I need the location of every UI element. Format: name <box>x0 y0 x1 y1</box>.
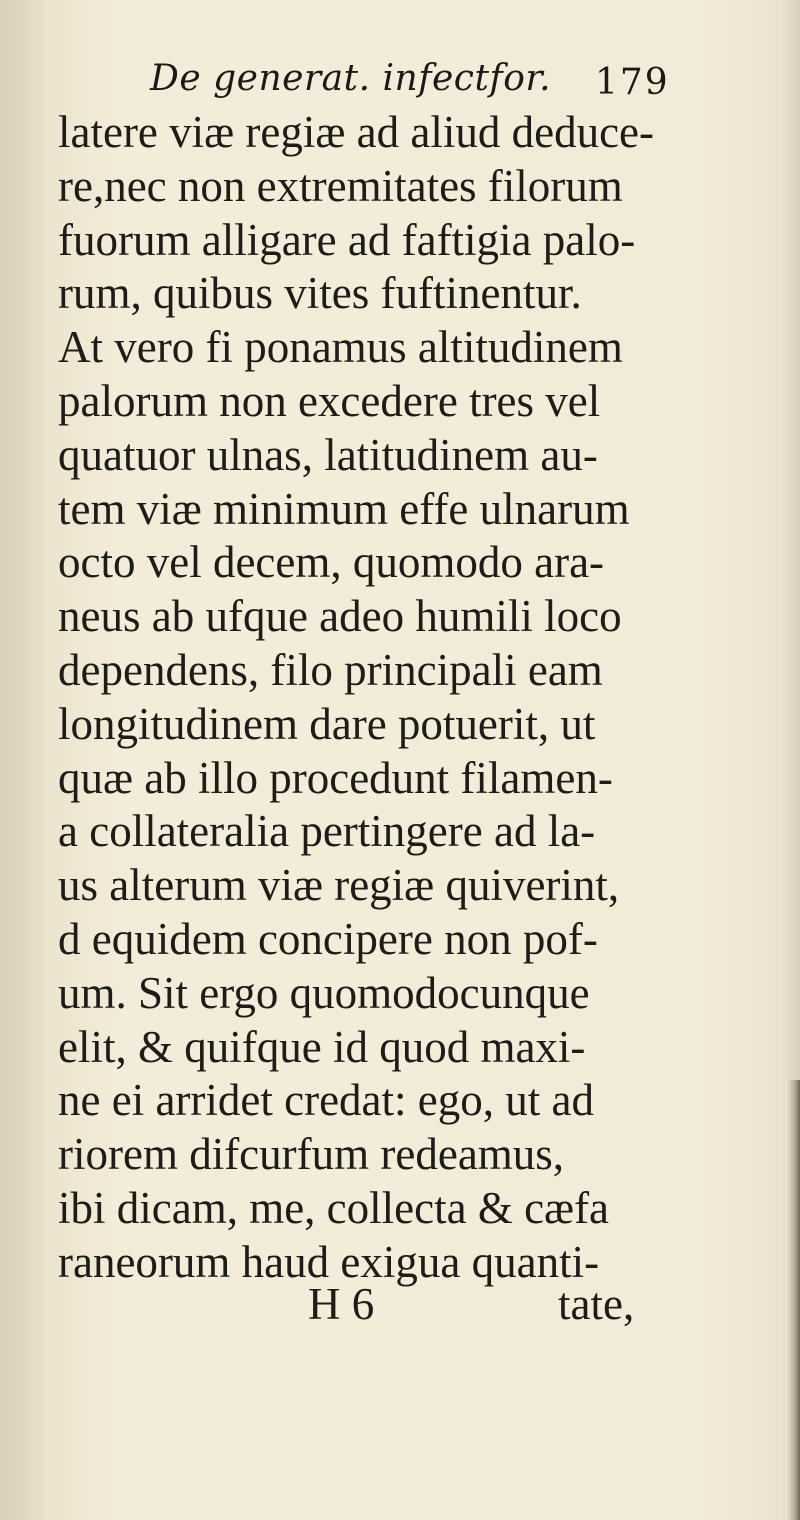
text-line: quæ ab illo procedunt filamen- <box>58 752 613 803</box>
text-line: riorem difcurfum redeamus, <box>58 1129 565 1180</box>
body-text <box>58 106 708 1290</box>
text-line: us alterum viæ regiæ quiverint, <box>58 860 620 911</box>
catchword: tate, <box>558 1279 635 1329</box>
text-line: um. Sit ergo quomodocunque <box>58 967 590 1018</box>
text-line: fuorum alligare ad faftigia palo- <box>58 214 636 265</box>
text-line: raneorum haud exigua quanti- <box>58 1236 600 1287</box>
text-line: dependens, filo principali eam <box>58 644 603 695</box>
text-line: elit, & quifque id quod maxi- <box>58 1021 586 1072</box>
text-line: ne ei arridet credat: ego, ut ad <box>58 1075 594 1126</box>
text-line: longitudinem dare potuerit, ut <box>58 698 596 749</box>
text-line: a collateralia pertingere ad la- <box>58 806 596 857</box>
running-head-title: De generat. infectfor. <box>150 58 552 99</box>
text-line: octo vel decem, quomodo ara- <box>58 537 605 588</box>
running-head <box>150 58 710 110</box>
text-line: rum, quibus vites fuftinentur. <box>58 268 582 319</box>
page-footer <box>58 1278 708 1338</box>
text-line: quatuor ulnas, latitudinem au- <box>58 429 598 480</box>
text-line: palorum non excedere tres vel <box>58 375 601 426</box>
text-line: d equidem concipere non pof- <box>58 913 598 964</box>
text-line: tem viæ minimum effe ulnarum <box>58 483 630 534</box>
signature-mark: H 6 <box>308 1279 375 1329</box>
page-number: 179 <box>595 62 670 103</box>
text-line: ibi dicam, me, collecta & cæfa <box>58 1182 610 1233</box>
page-gutter-shadow <box>0 0 44 1520</box>
text-line: neus ab ufque adeo humili loco <box>58 591 622 642</box>
text-line: latere viæ regiæ ad aliud deduce- <box>58 107 655 157</box>
text-line: At vero fi ponamus altitudinem <box>58 322 623 373</box>
text-line: re,nec non extremitates filorum <box>58 160 623 211</box>
page-edge <box>786 1080 800 1520</box>
